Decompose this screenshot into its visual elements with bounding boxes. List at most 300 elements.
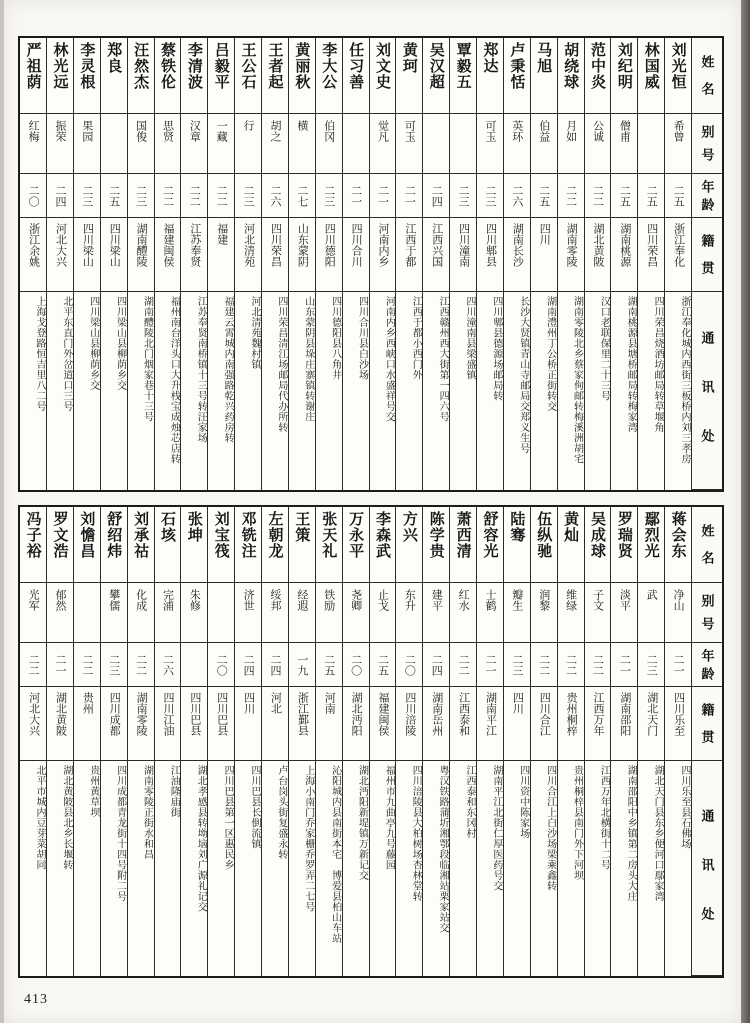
entry-address-cell: 贵州黄草坝 <box>87 765 99 818</box>
entry-column <box>154 507 181 976</box>
entry-alias-cell: 振荣 <box>47 114 73 174</box>
entry-name-cell: 张坤 <box>181 507 207 583</box>
entry-age-cell: 二二 <box>558 643 584 687</box>
entry-column <box>369 38 396 490</box>
entry-age-cell: 二六 <box>262 174 288 218</box>
entry-name-cell: 舒绍炜 <box>101 507 127 583</box>
entry-name-cell: 黄灿 <box>558 507 584 583</box>
entry-origin-cell: 河北 <box>262 687 288 761</box>
entry-alias-cell <box>423 114 449 174</box>
entry-age-cell: 二一 <box>343 174 369 218</box>
entry-age-cell: 二五 <box>638 174 664 218</box>
entry-alias-cell: 郁然 <box>47 583 73 643</box>
entry-address-cell: 四川巴县长倒流镇 <box>249 765 260 849</box>
entry-alias-cell: 公诚 <box>585 114 611 174</box>
entry-alias-cell: 伯益 <box>531 114 557 174</box>
entry-origin-cell: 湖北黄陂 <box>47 687 73 761</box>
entry-name-cell: 汪然杰 <box>128 38 154 114</box>
entry-name-cell: 邓铣注 <box>235 507 261 583</box>
entry-age-cell: 二三 <box>74 174 100 218</box>
entry-column <box>503 507 530 976</box>
entry-alias-cell: 士鹤 <box>477 583 503 643</box>
entry-origin-cell: 四川梁山 <box>74 218 100 292</box>
entry-origin-cell: 湖北黄陂 <box>585 218 611 292</box>
entry-alias-cell: 润黎 <box>531 583 557 643</box>
entry-age-cell: 二五 <box>370 643 396 687</box>
entry-column <box>422 38 449 490</box>
entry-age-cell: 二二 <box>531 643 557 687</box>
entry-age-cell <box>181 643 207 687</box>
entry-origin-cell: 四川乐至 <box>665 687 691 761</box>
entry-address-cell: 江西赣州西大街第一四六号 <box>437 296 449 422</box>
entry-age-cell: 二五 <box>665 174 691 218</box>
entry-name-cell: 王者起 <box>262 38 288 114</box>
entry-column <box>637 38 664 490</box>
entry-alias-cell <box>208 583 234 643</box>
entry-alias-cell: 月如 <box>558 114 584 174</box>
entry-address-cell: 四川梁山县柳荫乡交 <box>87 296 99 391</box>
entry-column <box>664 38 691 490</box>
entry-name-cell: 左朝龙 <box>262 507 288 583</box>
entry-origin-cell: 贵州桐梓 <box>558 687 584 761</box>
entry-address-cell: 四川巴县第一区惠民乡 <box>222 765 234 870</box>
entry-age-cell: 二三 <box>638 643 664 687</box>
entry-name-cell: 李森武 <box>370 507 396 583</box>
entry-age-cell: 二三 <box>504 643 530 687</box>
entry-alias-cell: 光军 <box>20 583 46 643</box>
entry-alias-cell <box>343 114 369 174</box>
entry-origin-cell: 四川涪陵 <box>396 687 422 761</box>
entry-column <box>315 38 342 490</box>
entry-address-cell: 上海小南门乔家栅乔罗弄二七号 <box>302 765 314 912</box>
entry-name-cell: 刘文史 <box>370 38 396 114</box>
entry-origin-cell: 湖北沔阳 <box>343 687 369 761</box>
entry-origin-cell: 湖南长沙 <box>504 218 530 292</box>
entry-age-cell: 二五 <box>531 174 557 218</box>
entry-address-cell: 河南内乡西峡口水盛祥号交 <box>383 296 395 422</box>
entry-origin-cell: 四川合江 <box>531 687 557 761</box>
header-column <box>691 38 722 490</box>
entry-column <box>395 38 422 490</box>
entry-column <box>100 38 127 490</box>
entry-address-cell: 卢台岗头街复盛永转 <box>275 765 287 860</box>
entry-origin-cell: 福建闽侯 <box>370 687 396 761</box>
entry-age-cell: 二四 <box>235 643 261 687</box>
entry-origin-cell: 浙江奉化 <box>665 218 691 292</box>
entry-column <box>180 507 207 976</box>
entry-name-cell: 冯子裕 <box>20 507 46 583</box>
entry-name-cell: 卢秉恬 <box>504 38 530 114</box>
entry-alias-cell: 尧卿 <box>343 583 369 643</box>
entry-column <box>100 507 127 976</box>
entry-name-cell: 覃毅五 <box>450 38 476 114</box>
entry-column <box>637 507 664 976</box>
entry-age-cell: 二一 <box>370 174 396 218</box>
entry-age-cell: 二二 <box>208 174 234 218</box>
entry-name-cell: 林光远 <box>47 38 73 114</box>
entry-alias-cell: 行 <box>235 114 261 174</box>
entry-age-cell: 二二 <box>558 174 584 218</box>
entry-alias-cell: 朱修 <box>181 583 207 643</box>
header-address: 通讯处 <box>692 761 722 976</box>
entry-column <box>610 507 637 976</box>
entry-age-cell: 二四 <box>423 174 449 218</box>
entry-alias-cell: 红梅 <box>20 114 46 174</box>
entry-age-cell: 二七 <box>289 174 315 218</box>
entry-age-cell: 二四 <box>47 174 73 218</box>
entry-address-cell: 四川德阳县八角井 <box>329 296 341 380</box>
entry-address-cell: 江西于都小西门外 <box>410 296 422 380</box>
entry-address-cell: 四川荣昌烧酒坊邮局转草堰角 <box>652 296 664 433</box>
entry-origin-cell: 江苏奉贤 <box>181 218 207 292</box>
entry-name-cell: 蒋会东 <box>665 507 691 583</box>
entry-origin-cell: 福建闽侯 <box>155 218 181 292</box>
entry-alias-cell: 济世 <box>235 583 261 643</box>
entry-address-cell: 湖北孝感县转坳垴刘广源礼记交 <box>195 765 207 912</box>
entry-alias-cell: 僧甫 <box>611 114 637 174</box>
entry-age-cell: 二六 <box>155 643 181 687</box>
entry-column <box>288 507 315 976</box>
entry-name-cell: 陈学贵 <box>423 507 449 583</box>
entry-column <box>664 507 691 976</box>
entry-origin-cell: 河北清苑 <box>235 218 261 292</box>
entry-address-cell: 湖南澧州丁公桥正街转交 <box>544 296 556 412</box>
header-address: 通讯处 <box>692 292 722 490</box>
entry-address-cell: 北平市城内豆芽菜胡同 <box>34 765 45 870</box>
entry-address-cell: 四川资中陈家场 <box>517 765 529 839</box>
entry-alias-cell: 横 <box>289 114 315 174</box>
entry-origin-cell: 四川 <box>531 218 557 292</box>
entry-column <box>476 507 503 976</box>
entry-origin-cell: 湖南平江 <box>477 687 503 761</box>
entry-age-cell: 二〇 <box>208 643 234 687</box>
entry-age-cell: 二二 <box>128 643 154 687</box>
entry-origin-cell: 湖南岳州 <box>423 687 449 761</box>
entry-age-cell: 二一 <box>665 643 691 687</box>
header-name: 姓名 <box>692 507 722 583</box>
entry-column <box>476 38 503 490</box>
entry-origin-cell: 四川江油 <box>155 687 181 761</box>
entry-alias-cell: 觉凡 <box>370 114 396 174</box>
header-name: 姓名 <box>692 38 722 114</box>
entry-origin-cell: 湖南零陵 <box>128 687 154 761</box>
entry-origin-cell: 浙江余姚 <box>20 218 46 292</box>
entry-column <box>127 38 154 490</box>
entry-origin-cell: 湖南醴陵 <box>128 218 154 292</box>
entry-age-cell: 二二 <box>181 174 207 218</box>
entry-name-cell: 林国威 <box>638 38 664 114</box>
entry-name-cell: 张天礼 <box>316 507 342 583</box>
entry-address-cell: 粤汉铁路蒲圻湘鄂段临湘站栗家站交 <box>437 765 449 933</box>
entry-column <box>261 507 288 976</box>
entry-alias-cell: 胡之 <box>262 114 288 174</box>
entry-column <box>422 507 449 976</box>
entry-age-cell: 二三 <box>316 174 342 218</box>
entry-column <box>610 38 637 490</box>
entry-name-cell: 萧西清 <box>450 507 476 583</box>
header-column <box>691 507 722 976</box>
entry-name-cell: 黄珂 <box>396 38 422 114</box>
entry-alias-cell: 攀儒 <box>101 583 127 643</box>
entry-origin-cell: 贵州 <box>74 687 100 761</box>
entry-alias-cell: 经遐 <box>289 583 315 643</box>
entry-column <box>449 507 476 976</box>
entry-origin-cell: 江西兴国 <box>423 218 449 292</box>
entry-column <box>180 38 207 490</box>
header-alias: 别号 <box>692 114 722 174</box>
header-age: 年龄 <box>692 174 722 218</box>
entry-address-cell: 四川乐至县石佛场 <box>679 765 690 849</box>
entry-origin-cell: 江西于都 <box>396 218 422 292</box>
entry-address-cell: 贵州桐梓县南门外下河坝 <box>571 765 583 881</box>
entry-name-cell: 马旭 <box>531 38 557 114</box>
entry-origin-cell: 四川德阳 <box>316 218 342 292</box>
entry-age-cell: 二一 <box>611 643 637 687</box>
entry-origin-cell: 河南内乡 <box>370 218 396 292</box>
scan-edge-artifact <box>741 0 750 1023</box>
entry-column <box>234 507 261 976</box>
entry-address-cell: 四川梁山县柳荫乡交 <box>114 296 126 391</box>
entry-alias-cell <box>450 114 476 174</box>
entry-origin-cell: 四川潼南 <box>450 218 476 292</box>
entry-column <box>288 38 315 490</box>
entry-age-cell: 二二 <box>450 643 476 687</box>
entry-alias-cell: 东升 <box>396 583 422 643</box>
entry-alias-cell: 可玉 <box>477 114 503 174</box>
directory-content <box>18 36 724 978</box>
entry-age-cell: 二一 <box>47 643 73 687</box>
entry-address-cell: 北平东直门外岔道口三号 <box>60 296 72 412</box>
entry-address-cell: 湖北天门县东乡便河口鄢家湾 <box>652 765 664 902</box>
entry-column <box>20 507 46 976</box>
header-origin: 籍贯 <box>692 218 722 292</box>
entry-name-cell: 刘憺昌 <box>74 507 100 583</box>
entry-origin-cell: 河北大兴 <box>47 218 73 292</box>
entry-column <box>127 507 154 976</box>
entry-name-cell: 吕毅平 <box>208 38 234 114</box>
entry-name-cell: 蔡铁伦 <box>155 38 181 114</box>
entry-alias-cell: 绥邦 <box>262 583 288 643</box>
entry-address-cell: 河北清苑魏村镇 <box>249 296 260 370</box>
entry-alias-cell: 止戈 <box>370 583 396 643</box>
entry-column <box>557 507 584 976</box>
entry-alias-cell: 瓣生 <box>504 583 530 643</box>
entry-column <box>46 38 73 490</box>
entry-origin-cell: 福建 <box>208 218 234 292</box>
entry-alias-cell: 果园 <box>74 114 100 174</box>
entry-address-cell: 福州市九曲亭九号藤园 <box>383 765 395 870</box>
entry-alias-cell: 子文 <box>585 583 611 643</box>
entry-name-cell: 吴汉超 <box>423 38 449 114</box>
entry-origin-cell: 湖南零陵 <box>558 218 584 292</box>
entry-name-cell: 任习善 <box>343 38 369 114</box>
entry-origin-cell: 河北大兴 <box>20 687 46 761</box>
entry-name-cell: 石垓 <box>155 507 181 583</box>
entry-name-cell: 刘纪明 <box>611 38 637 114</box>
entry-column <box>530 507 557 976</box>
entry-age-cell: 二〇 <box>343 643 369 687</box>
entry-name-cell: 万永平 <box>343 507 369 583</box>
entry-address-cell: 四川潼南县梁盛镇 <box>464 296 475 380</box>
entry-alias-cell: 可玉 <box>396 114 422 174</box>
entry-alias-cell: 建平 <box>423 583 449 643</box>
entry-age-cell: 二二 <box>585 174 611 218</box>
entry-address-cell: 福州南台洋头口大升栈宝成烛芯店转 <box>168 296 180 464</box>
entry-address-cell: 四川成都青龙街十四号附二号 <box>114 765 126 902</box>
entry-column <box>342 507 369 976</box>
header-age: 年龄 <box>692 643 722 687</box>
entry-column <box>315 507 342 976</box>
entry-age-cell: 二三 <box>128 174 154 218</box>
entry-name-cell: 刘宝筏 <box>208 507 234 583</box>
entry-address-cell: 上海戈登路恒吉里八二号 <box>34 296 45 412</box>
entry-alias-cell: 化成 <box>128 583 154 643</box>
entry-origin-cell: 江西万年 <box>585 687 611 761</box>
entry-column <box>395 507 422 976</box>
entry-name-cell: 黄丽秋 <box>289 38 315 114</box>
entry-age-cell: 二五 <box>316 643 342 687</box>
entry-age-cell: 二〇 <box>20 174 46 218</box>
entry-column <box>73 38 100 490</box>
entry-column <box>584 38 611 490</box>
entry-origin-cell: 浙江鄞县 <box>289 687 315 761</box>
entry-address-cell: 四川合川县白沙场 <box>356 296 368 380</box>
entry-address-cell: 湖北沔阳新堤镇万新记交 <box>356 765 368 881</box>
entry-alias-cell: 思贤 <box>155 114 181 174</box>
entry-name-cell: 伍纵驰 <box>531 507 557 583</box>
header-origin: 籍贯 <box>692 687 722 761</box>
entry-address-cell: 江苏奉贤南桥镇十三号转汪家场 <box>195 296 207 443</box>
entry-origin-cell: 湖北天门 <box>638 687 664 761</box>
entry-age-cell: 二一 <box>396 174 422 218</box>
entry-column <box>207 507 234 976</box>
entry-address-cell: 湖南平江北街仁厚医药号交 <box>490 765 502 891</box>
directory-table-top <box>18 36 724 492</box>
entry-alias-cell: 铁励 <box>316 583 342 643</box>
entry-address-cell: 四川涪陵县大柏树场杏林堂转 <box>410 765 422 902</box>
entry-age-cell: 二二 <box>20 643 46 687</box>
entry-alias-cell: 一藏 <box>208 114 234 174</box>
header-alias: 别号 <box>692 583 722 643</box>
entry-column <box>503 38 530 490</box>
entry-column <box>584 507 611 976</box>
entry-name-cell: 王公石 <box>235 38 261 114</box>
entry-column <box>342 38 369 490</box>
entry-origin-cell: 湖南桃源 <box>611 218 637 292</box>
entry-address-cell: 汉口老联保里二十三号 <box>598 296 610 401</box>
entry-alias-cell <box>74 583 100 643</box>
entry-column <box>449 38 476 490</box>
entry-age-cell: 二二 <box>585 643 611 687</box>
entry-origin-cell: 四川荣昌 <box>262 218 288 292</box>
entry-name-cell: 李清波 <box>181 38 207 114</box>
entry-name-cell: 方兴 <box>396 507 422 583</box>
page-number: 413 <box>24 992 48 1007</box>
entry-alias-cell <box>101 114 127 174</box>
entry-address-cell: 湖南醴陵北门烟家巷十三号 <box>141 296 153 422</box>
entry-age-cell: 二三 <box>477 174 503 218</box>
entry-name-cell: 郑达 <box>477 38 503 114</box>
entry-address-cell: 湖南零陵正街水和昌 <box>141 765 153 860</box>
entry-name-cell: 刘光恒 <box>665 38 691 114</box>
entry-column <box>261 38 288 490</box>
entry-alias-cell: 国俊 <box>128 114 154 174</box>
entry-age-cell: 二四 <box>423 643 449 687</box>
entry-name-cell: 陆骞 <box>504 507 530 583</box>
entry-origin-cell: 四川 <box>504 687 530 761</box>
entry-alias-cell: 武 <box>638 583 664 643</box>
entry-address-cell: 福建云霄城内南强路乾兴药房转 <box>222 296 234 443</box>
entry-address-cell: 江油隆庙街 <box>168 765 180 818</box>
entry-origin-cell: 四川合川 <box>343 218 369 292</box>
entry-age-cell: 二四 <box>262 643 288 687</box>
entry-column <box>154 38 181 490</box>
entry-address-cell: 湖南零陵北乡蔡家侚邮转梅溪洲胡宅 <box>571 296 583 464</box>
entry-alias-cell: 红水 <box>450 583 476 643</box>
entry-age-cell: 二三 <box>235 174 261 218</box>
entry-column <box>46 507 73 976</box>
entry-address-cell: 浙江奉化城内西街三板桥内刘三孝房 <box>679 296 690 464</box>
entry-address-cell: 长沙大贤镇青山寺邮局交郑义生号 <box>517 296 529 454</box>
entry-name-cell: 罗瑞贤 <box>611 507 637 583</box>
entry-alias-cell: 希曾 <box>665 114 691 174</box>
entry-column <box>234 38 261 490</box>
entry-origin-cell: 四川 <box>235 687 261 761</box>
entry-age-cell: 二六 <box>504 174 530 218</box>
entry-name-cell: 刘承祜 <box>128 507 154 583</box>
entry-alias-cell: 英环 <box>504 114 530 174</box>
entry-alias-cell: 汉章 <box>181 114 207 174</box>
entry-address-cell: 江西泰和东冈村 <box>464 765 475 839</box>
entry-origin-cell: 四川成都 <box>101 687 127 761</box>
entry-name-cell: 严祖荫 <box>20 38 46 114</box>
entry-age-cell: 二二 <box>155 174 181 218</box>
entry-name-cell: 罗文浩 <box>47 507 73 583</box>
entry-origin-cell: 湖南邵阳 <box>611 687 637 761</box>
entry-name-cell: 鄢烈光 <box>638 507 664 583</box>
entry-address-cell: 山东蒙阴县垛庄寨镇转谢庄 <box>302 296 314 422</box>
directory-table-bottom <box>18 505 724 978</box>
entry-age-cell: 二五 <box>611 174 637 218</box>
entry-alias-cell: 净山 <box>665 583 691 643</box>
entry-column <box>207 38 234 490</box>
entry-address-cell: 江西万年北横街十二号 <box>598 765 610 870</box>
entry-address-cell: 湖北黄陂县北乡长堰转 <box>60 765 72 870</box>
entry-age-cell: 二三 <box>450 174 476 218</box>
entry-age-cell: 二五 <box>101 174 127 218</box>
entry-origin-cell: 山东蒙阴 <box>289 218 315 292</box>
entry-origin-cell: 四川郫县 <box>477 218 503 292</box>
entry-origin-cell: 江西泰和 <box>450 687 476 761</box>
entry-column <box>557 38 584 490</box>
entry-alias-cell: 伯冈 <box>316 114 342 174</box>
entry-origin-cell: 河南 <box>316 687 342 761</box>
entry-column <box>369 507 396 976</box>
entry-address-cell: 四川合江上白沙场梁乘鑫转 <box>544 765 556 891</box>
entry-name-cell: 李大公 <box>316 38 342 114</box>
entry-column <box>73 507 100 976</box>
entry-age-cell: 二三 <box>101 643 127 687</box>
entry-origin-cell: 四川巴县 <box>181 687 207 761</box>
entry-name-cell: 李灵根 <box>74 38 100 114</box>
entry-name-cell: 王策 <box>289 507 315 583</box>
entry-origin-cell: 四川梁山 <box>101 218 127 292</box>
entry-alias-cell: 完浦 <box>155 583 181 643</box>
entry-name-cell: 范中炎 <box>585 38 611 114</box>
entry-age-cell: 二〇 <box>396 643 422 687</box>
entry-column <box>530 38 557 490</box>
entry-name-cell: 吴成球 <box>585 507 611 583</box>
